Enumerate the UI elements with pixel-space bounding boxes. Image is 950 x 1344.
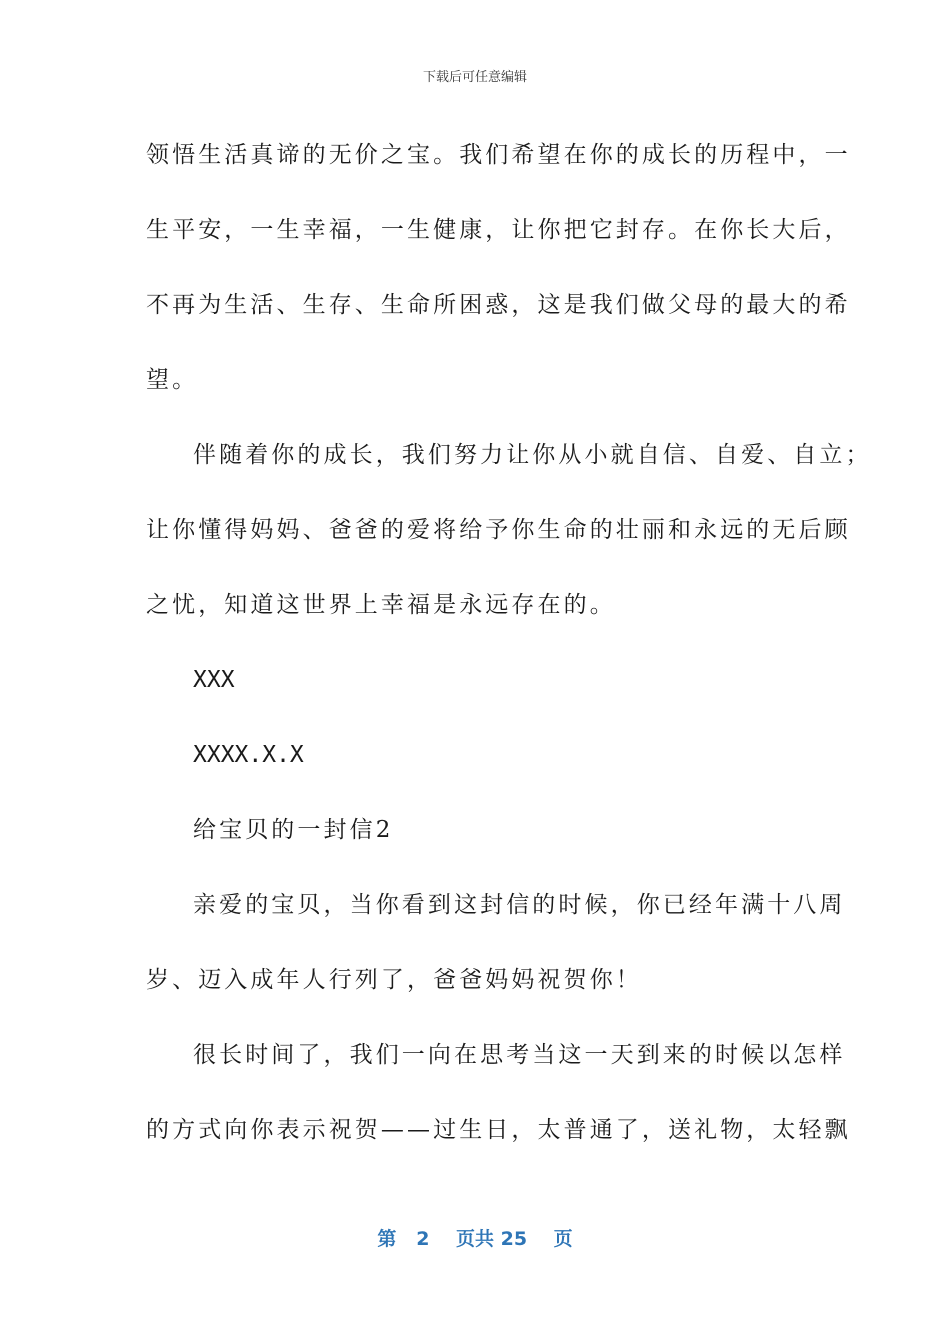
paragraph-line: 不再为生活、生存、生命所困惑，这是我们做父母的最大的希: [146, 292, 851, 318]
paragraph-line: 让你懂得妈妈、爸爸的爱将给予你生命的壮丽和永远的无后顾: [146, 517, 851, 543]
page-footer: [0, 1224, 950, 1251]
paragraph-line: 岁、迈入成年人行列了，爸爸妈妈祝贺你！: [146, 967, 642, 993]
page-header: 下载后可任意编辑: [422, 70, 527, 85]
footer-prefix: 第: [377, 1228, 397, 1250]
paragraph-line: 的方式向你表示祝贺——过生日，太普通了，送礼物，太轻飘: [146, 1117, 851, 1143]
document-body: [146, 118, 872, 1168]
paragraph-line: 领悟生活真谛的无价之宝。我们希望在你的成长的历程中，一: [146, 142, 851, 168]
paragraph-line: 很长时间了，我们一向在思考当这一天到来的时候以怎样: [193, 1042, 846, 1068]
total-pages-number: 25: [500, 1228, 528, 1250]
signature-name: XXX: [193, 667, 235, 693]
signature-date: XXXX.X.X: [193, 742, 304, 768]
paragraph-line: 亲爱的宝贝，当你看到这封信的时候，你已经年满十八周: [193, 892, 846, 918]
paragraph-line: 望。: [146, 367, 199, 393]
paragraph-line: 伴随着你的成长，我们努力让你从小就自信、自爱、自立；: [193, 442, 872, 468]
paragraph-line: 之忧，知道这世界上幸福是永远存在的。: [146, 592, 616, 618]
section-title: 给宝贝的一封信2: [193, 817, 394, 843]
current-page-number: 2: [416, 1228, 430, 1250]
paragraph-line: 生平安，一生幸福，一生健康，让你把它封存。在你长大后，: [146, 217, 851, 243]
footer-middle: 页共: [456, 1228, 495, 1250]
footer-suffix: 页: [553, 1228, 573, 1250]
